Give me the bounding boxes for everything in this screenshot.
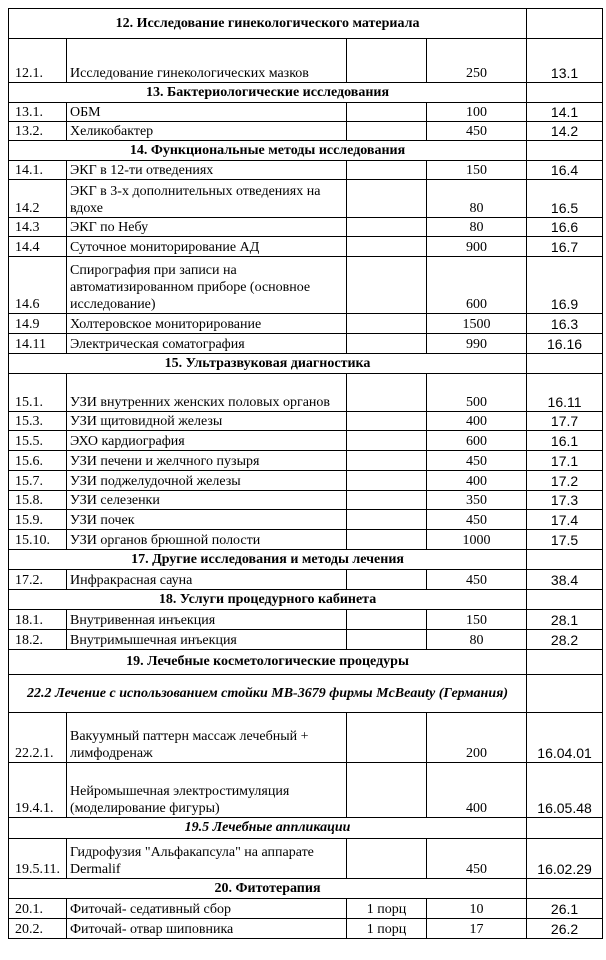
service-price: 200 (427, 713, 527, 763)
section-code-cell (527, 675, 603, 713)
service-price: 400 (427, 763, 527, 818)
service-unit (347, 39, 427, 83)
service-unit (347, 161, 427, 180)
service-row (9, 257, 603, 314)
service-reference-code: 17.2 (527, 471, 603, 491)
service-code: 15.1. (9, 374, 67, 412)
service-reference-code: 16.4 (527, 161, 603, 180)
service-code: 13.2. (9, 122, 67, 141)
service-row (9, 510, 603, 530)
service-code: 14.4 (9, 237, 67, 257)
service-code: 19.4.1. (9, 763, 67, 818)
service-price: 900 (427, 237, 527, 257)
service-name: Фиточай- седативный сбор (67, 899, 347, 919)
service-price: 350 (427, 491, 527, 510)
service-price: 450 (427, 451, 527, 471)
service-price: 450 (427, 839, 527, 879)
service-name: УЗИ селезенки (67, 491, 347, 510)
service-row (9, 899, 603, 919)
section-header-row (9, 9, 603, 39)
service-reference-code: 16.02.29 (527, 839, 603, 879)
service-reference-code: 17.5 (527, 530, 603, 550)
service-price: 17 (427, 919, 527, 939)
service-unit (347, 122, 427, 141)
service-name: Внутримышечная инъекция (67, 630, 347, 650)
service-code: 14.9 (9, 314, 67, 334)
service-reference-code: 13.1 (527, 39, 603, 83)
service-row (9, 570, 603, 590)
service-name: УЗИ органов брюшной полости (67, 530, 347, 550)
service-price: 600 (427, 257, 527, 314)
service-row (9, 610, 603, 630)
service-name: Вакуумный паттерн массаж лечебный + лимфодренаж (67, 713, 347, 763)
service-reference-code: 17.3 (527, 491, 603, 510)
service-unit (347, 314, 427, 334)
section-code-cell (527, 354, 603, 374)
service-name: ЭХО кардиография (67, 431, 347, 451)
service-name: Суточное мониторирование АД (67, 237, 347, 257)
service-code: 15.3. (9, 412, 67, 431)
price-list-body (9, 9, 603, 939)
service-name: Исследование гинекологических мазков (67, 39, 347, 83)
section-header-row (9, 879, 603, 899)
section-header-row (9, 550, 603, 570)
service-price: 150 (427, 161, 527, 180)
service-unit (347, 839, 427, 879)
service-code: 15.7. (9, 471, 67, 491)
service-unit (347, 451, 427, 471)
service-name: УЗИ внутренних женских половых органов (67, 374, 347, 412)
service-code: 15.9. (9, 510, 67, 530)
section-code-cell (527, 550, 603, 570)
service-price: 150 (427, 610, 527, 630)
service-name: Гидрофузия "Альфакапсула" на аппарате Dermalif (67, 839, 347, 879)
service-price: 400 (427, 412, 527, 431)
service-price: 10 (427, 899, 527, 919)
service-name: Хеликобактер (67, 122, 347, 141)
section-title: 13. Бактериологические исследования (9, 83, 527, 103)
subsection-title: 22.2 Лечение с использованием стойки МВ-3679 фирмы McBeauty (Германия) (9, 675, 527, 713)
service-code: 22.2.1. (9, 713, 67, 763)
section-header-row (9, 354, 603, 374)
service-code: 15.6. (9, 451, 67, 471)
service-reference-code: 28.1 (527, 610, 603, 630)
service-reference-code: 16.3 (527, 314, 603, 334)
service-price: 1500 (427, 314, 527, 334)
section-title: 18. Услуги процедурного кабинета (9, 590, 527, 610)
service-name: УЗИ печени и желчного пузыря (67, 451, 347, 471)
service-unit (347, 630, 427, 650)
section-title: 14. Функциональные методы исследования (9, 141, 527, 161)
service-reference-code: 16.6 (527, 218, 603, 237)
service-code: 15.8. (9, 491, 67, 510)
service-code: 17.2. (9, 570, 67, 590)
service-reference-code: 17.1 (527, 451, 603, 471)
service-reference-code: 16.16 (527, 334, 603, 354)
service-unit (347, 218, 427, 237)
service-code: 12.1. (9, 39, 67, 83)
subsection-header-row (9, 818, 603, 839)
section-title: 20. Фитотерапия (9, 879, 527, 899)
service-unit (347, 103, 427, 122)
section-code-cell (527, 9, 603, 39)
service-code: 14.2 (9, 180, 67, 218)
service-code: 18.1. (9, 610, 67, 630)
service-name: УЗИ щитовидной железы (67, 412, 347, 431)
service-row (9, 530, 603, 550)
service-reference-code: 28.2 (527, 630, 603, 650)
service-row (9, 630, 603, 650)
service-reference-code: 16.1 (527, 431, 603, 451)
section-code-cell (527, 818, 603, 839)
service-reference-code: 16.04.01 (527, 713, 603, 763)
service-code: 13.1. (9, 103, 67, 122)
service-price: 80 (427, 630, 527, 650)
service-row (9, 39, 603, 83)
section-code-cell (527, 590, 603, 610)
service-unit: 1 порц (347, 899, 427, 919)
service-row (9, 237, 603, 257)
service-price: 250 (427, 39, 527, 83)
service-price: 600 (427, 431, 527, 451)
service-row (9, 431, 603, 451)
service-name: УЗИ поджелудочной железы (67, 471, 347, 491)
service-unit (347, 530, 427, 550)
service-name: Спирография при записи на автоматизированном приборе (основное исследование) (67, 257, 347, 314)
service-row (9, 314, 603, 334)
service-reference-code: 16.05.48 (527, 763, 603, 818)
service-reference-code: 16.5 (527, 180, 603, 218)
service-row (9, 471, 603, 491)
service-price: 80 (427, 180, 527, 218)
service-unit (347, 431, 427, 451)
service-reference-code: 16.11 (527, 374, 603, 412)
service-unit (347, 374, 427, 412)
service-row (9, 103, 603, 122)
service-row (9, 161, 603, 180)
service-reference-code: 26.1 (527, 899, 603, 919)
service-name: ОБМ (67, 103, 347, 122)
service-unit (347, 237, 427, 257)
service-name: Электрическая соматография (67, 334, 347, 354)
service-reference-code: 26.2 (527, 919, 603, 939)
section-code-cell (527, 83, 603, 103)
service-name: Инфракрасная сауна (67, 570, 347, 590)
service-name: ЭКГ по Небу (67, 218, 347, 237)
service-code: 15.5. (9, 431, 67, 451)
service-price: 450 (427, 122, 527, 141)
service-row (9, 839, 603, 879)
service-code: 20.2. (9, 919, 67, 939)
service-reference-code: 17.4 (527, 510, 603, 530)
service-name: ЭКГ в 3-х дополнительных отведениях на вдохе (67, 180, 347, 218)
service-price: 450 (427, 510, 527, 530)
service-code: 20.1. (9, 899, 67, 919)
service-unit (347, 610, 427, 630)
service-unit (347, 713, 427, 763)
section-header-row (9, 650, 603, 675)
service-unit (347, 334, 427, 354)
service-name: Нейромышечная электростимуляция (моделирование фигуры) (67, 763, 347, 818)
service-price: 990 (427, 334, 527, 354)
service-row (9, 218, 603, 237)
service-code: 14.3 (9, 218, 67, 237)
service-price: 400 (427, 471, 527, 491)
service-unit (347, 412, 427, 431)
service-price: 80 (427, 218, 527, 237)
service-row (9, 122, 603, 141)
service-unit (347, 180, 427, 218)
service-reference-code: 38.4 (527, 570, 603, 590)
section-title: 15. Ультразвуковая диагностика (9, 354, 527, 374)
service-row (9, 713, 603, 763)
section-header-row (9, 141, 603, 161)
section-header-row (9, 590, 603, 610)
service-reference-code: 14.2 (527, 122, 603, 141)
service-name: УЗИ почек (67, 510, 347, 530)
service-code: 14.6 (9, 257, 67, 314)
section-title: 19. Лечебные косметологические процедуры (9, 650, 527, 675)
service-reference-code: 16.9 (527, 257, 603, 314)
service-row (9, 763, 603, 818)
service-row (9, 374, 603, 412)
section-code-cell (527, 650, 603, 675)
service-price: 100 (427, 103, 527, 122)
service-name: Внутривенная инъекция (67, 610, 347, 630)
service-reference-code: 14.1 (527, 103, 603, 122)
service-code: 14.1. (9, 161, 67, 180)
service-unit (347, 570, 427, 590)
service-row (9, 491, 603, 510)
service-unit (347, 471, 427, 491)
service-code: 19.5.11. (9, 839, 67, 879)
service-row (9, 412, 603, 431)
subsection-title: 19.5 Лечебные аппликации (9, 818, 527, 839)
service-unit (347, 257, 427, 314)
service-code: 18.2. (9, 630, 67, 650)
service-reference-code: 16.7 (527, 237, 603, 257)
service-row (9, 919, 603, 939)
section-code-cell (527, 141, 603, 161)
section-code-cell (527, 879, 603, 899)
service-row (9, 334, 603, 354)
service-name: Холтеровское мониторирование (67, 314, 347, 334)
service-unit (347, 763, 427, 818)
service-unit (347, 510, 427, 530)
service-row (9, 451, 603, 471)
service-price: 1000 (427, 530, 527, 550)
subsection-header-row (9, 675, 603, 713)
section-title: 12. Исследование гинекологического материала (9, 9, 527, 39)
section-header-row (9, 83, 603, 103)
section-title: 17. Другие исследования и методы лечения (9, 550, 527, 570)
service-reference-code: 17.7 (527, 412, 603, 431)
service-code: 14.11 (9, 334, 67, 354)
service-unit: 1 порц (347, 919, 427, 939)
service-name: ЭКГ в 12-ти отведениях (67, 161, 347, 180)
service-name: Фиточай- отвар шиповника (67, 919, 347, 939)
price-list-table (8, 8, 603, 939)
service-unit (347, 491, 427, 510)
service-price: 450 (427, 570, 527, 590)
service-price: 500 (427, 374, 527, 412)
service-code: 15.10. (9, 530, 67, 550)
service-row (9, 180, 603, 218)
